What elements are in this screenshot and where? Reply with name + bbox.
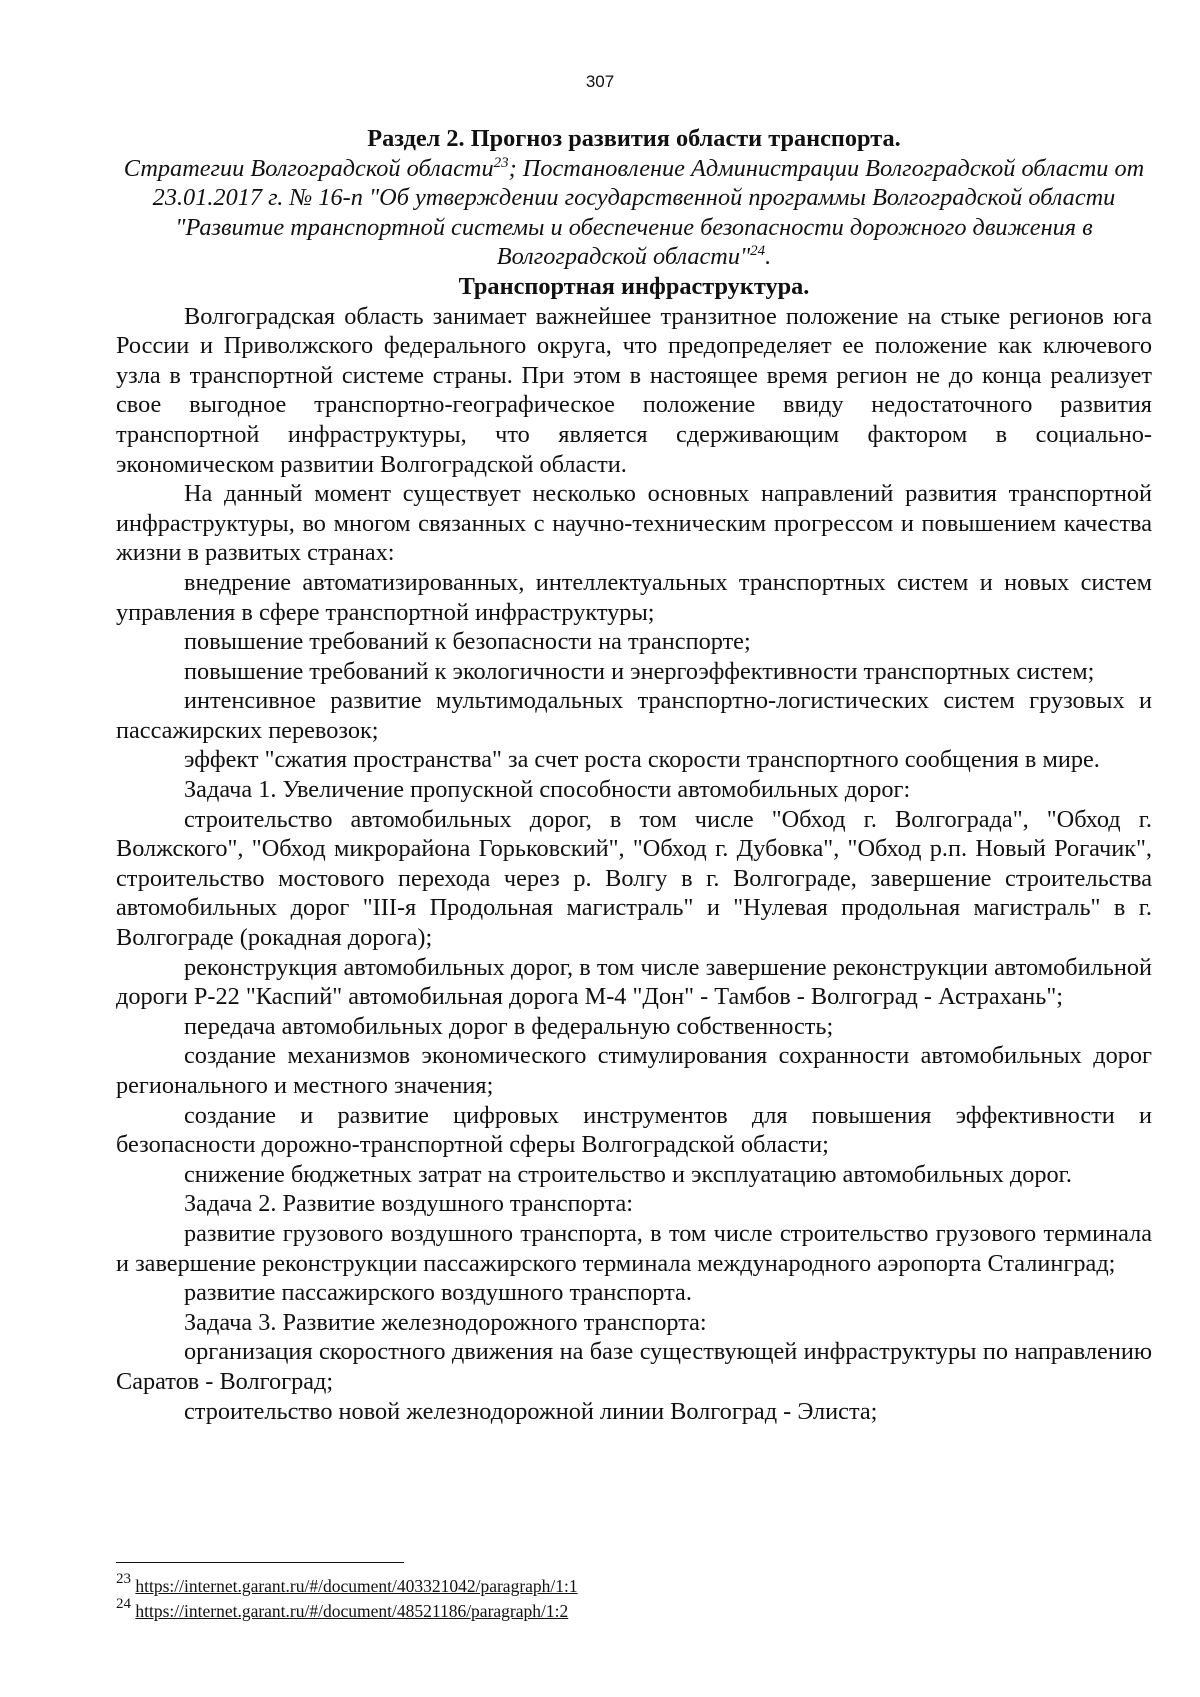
paragraph-10: реконструкция автомобильных дорог, в том числе завершение реконструкции автомобильной дороги Р-22 "Каспий" автомобильная дорога М-4 "Дон" - Тамбов - Волгоград - Астрахань"; <box>116 953 1152 1011</box>
paragraph-16: развитие грузового воздушного транспорта, в том числе строительство грузового терминала и завершение реконструкции пассажирского терминала международного аэропорта Сталинград; <box>116 1219 1152 1277</box>
subtitle-part-2: ; Постановление Администрации Волгоградской области от 23.01.2017 г. № 16-п "Об утверждении государственной программы Волгоградской области "Развитие транспортной системы и обеспечение безопасности дорожного движения в Волгоградской области" <box>152 154 1145 271</box>
paragraph-18: Задача 3. Развитие железнодорожного транспорта: <box>184 1308 707 1336</box>
paragraph-2: На данный момент существует несколько основных направлений развития транспортной инфраструктуры, во многом связанных с научно-техническим прогрессом и повышением качества жизни в развитых странах: <box>116 480 1152 567</box>
paragraph-13: создание и развитие цифровых инструментов для повышения эффективности и безопасности дорожно-транспортной сферы Волгоградской области; <box>116 1101 1152 1159</box>
section-subtitle <box>116 154 1152 272</box>
footnote-separator <box>116 1562 404 1563</box>
paragraph-5: повышение требований к экологичности и энергоэффективности транспортных систем; <box>184 657 1095 685</box>
paragraph-17: развитие пассажирского воздушного транспорта. <box>184 1279 692 1307</box>
paragraph-20: строительство новой железнодорожной линии Волгоград - Элиста; <box>184 1397 878 1425</box>
paragraph-4: повышение требований к безопасности на транспорте; <box>184 628 751 656</box>
footnote-link-23[interactable]: https://internet.garant.ru/#/document/403321042/paragraph/1:1 <box>135 1576 578 1596</box>
paragraph-15: Задача 2. Развитие воздушного транспорта: <box>184 1190 633 1218</box>
paragraph-6: интенсивное развитие мультимодальных транспортно-логистических систем грузовых и пассажирских перевозок; <box>116 687 1152 744</box>
footnote-ref-23[interactable]: 23 <box>493 154 509 171</box>
paragraph-3: внедрение автоматизированных, интеллектуальных транспортных систем и новых систем управления в сфере транспортной инфраструктуры; <box>116 568 1152 626</box>
paragraph-11: передача автомобильных дорог в федеральную собственность; <box>184 1012 834 1040</box>
page-number: 307 <box>585 72 615 91</box>
paragraph-14: снижение бюджетных затрат на строительство и эксплуатацию автомобильных дорог. <box>184 1160 1072 1188</box>
footnote-number: 24 <box>116 1596 131 1612</box>
footnote-24 <box>116 1596 1152 1624</box>
footnotes <box>116 1571 1152 1624</box>
subsection-heading: Транспортная инфраструктура. <box>458 272 810 300</box>
footnote-number: 23 <box>116 1571 131 1587</box>
page-content <box>116 124 1152 1426</box>
footnote-23 <box>116 1571 1152 1599</box>
paragraph-8: Задача 1. Увеличение пропускной способности автомобильных дорог: <box>184 776 911 804</box>
subtitle-part-3: . <box>765 243 772 271</box>
section-title: Раздел 2. Прогноз развития области транспорта. <box>367 125 901 152</box>
paragraph-12: создание механизмов экономического стимулирования сохранности автомобильных дорог регионального и местного значения; <box>116 1042 1152 1099</box>
subtitle-part-1: Стратегии Волгоградской области <box>123 154 494 182</box>
footnote-ref-24[interactable]: 24 <box>750 243 766 260</box>
paragraph-19: организация скоростного движения на базе существующей инфраструктуры по направлению Саратов - Волгоград; <box>116 1338 1152 1395</box>
paragraph-7: эффект "сжатия пространства" за счет роста скорости транспортного сообщения в мире. <box>184 746 1100 774</box>
footnote-link-24[interactable]: https://internet.garant.ru/#/document/48521186/paragraph/1:2 <box>135 1601 569 1621</box>
paragraph-9: строительство автомобильных дорог, в том числе "Обход г. Волгограда", "Обход г. Волжского", "Обход микрорайона Горьковский", "Обход г. Дубовка", "Обход р.п. Новый Рогачик", строительство мостового перехода через р. Волгу в г. Волгограде, завершение строительства автомобильных дорог "III-я Продольная магистраль" и "Нулевая продольная магистраль" в г. Волгограде (рокадная дорога); <box>116 805 1152 952</box>
paragraph-1: Волгоградская область занимает важнейшее транзитное положение на стыке регионов юга России и Приволжского федерального округа, что предопределяет ее положение как ключевого узла в транспортной системе страны. При этом в настоящее время регион не до конца реализует свое выгодное транспортно-географическое положение ввиду недостаточного развития транспортной инфраструктуры, что является сдерживающим фактором в социально-экономическом развитии Волгоградской области. <box>116 302 1152 478</box>
